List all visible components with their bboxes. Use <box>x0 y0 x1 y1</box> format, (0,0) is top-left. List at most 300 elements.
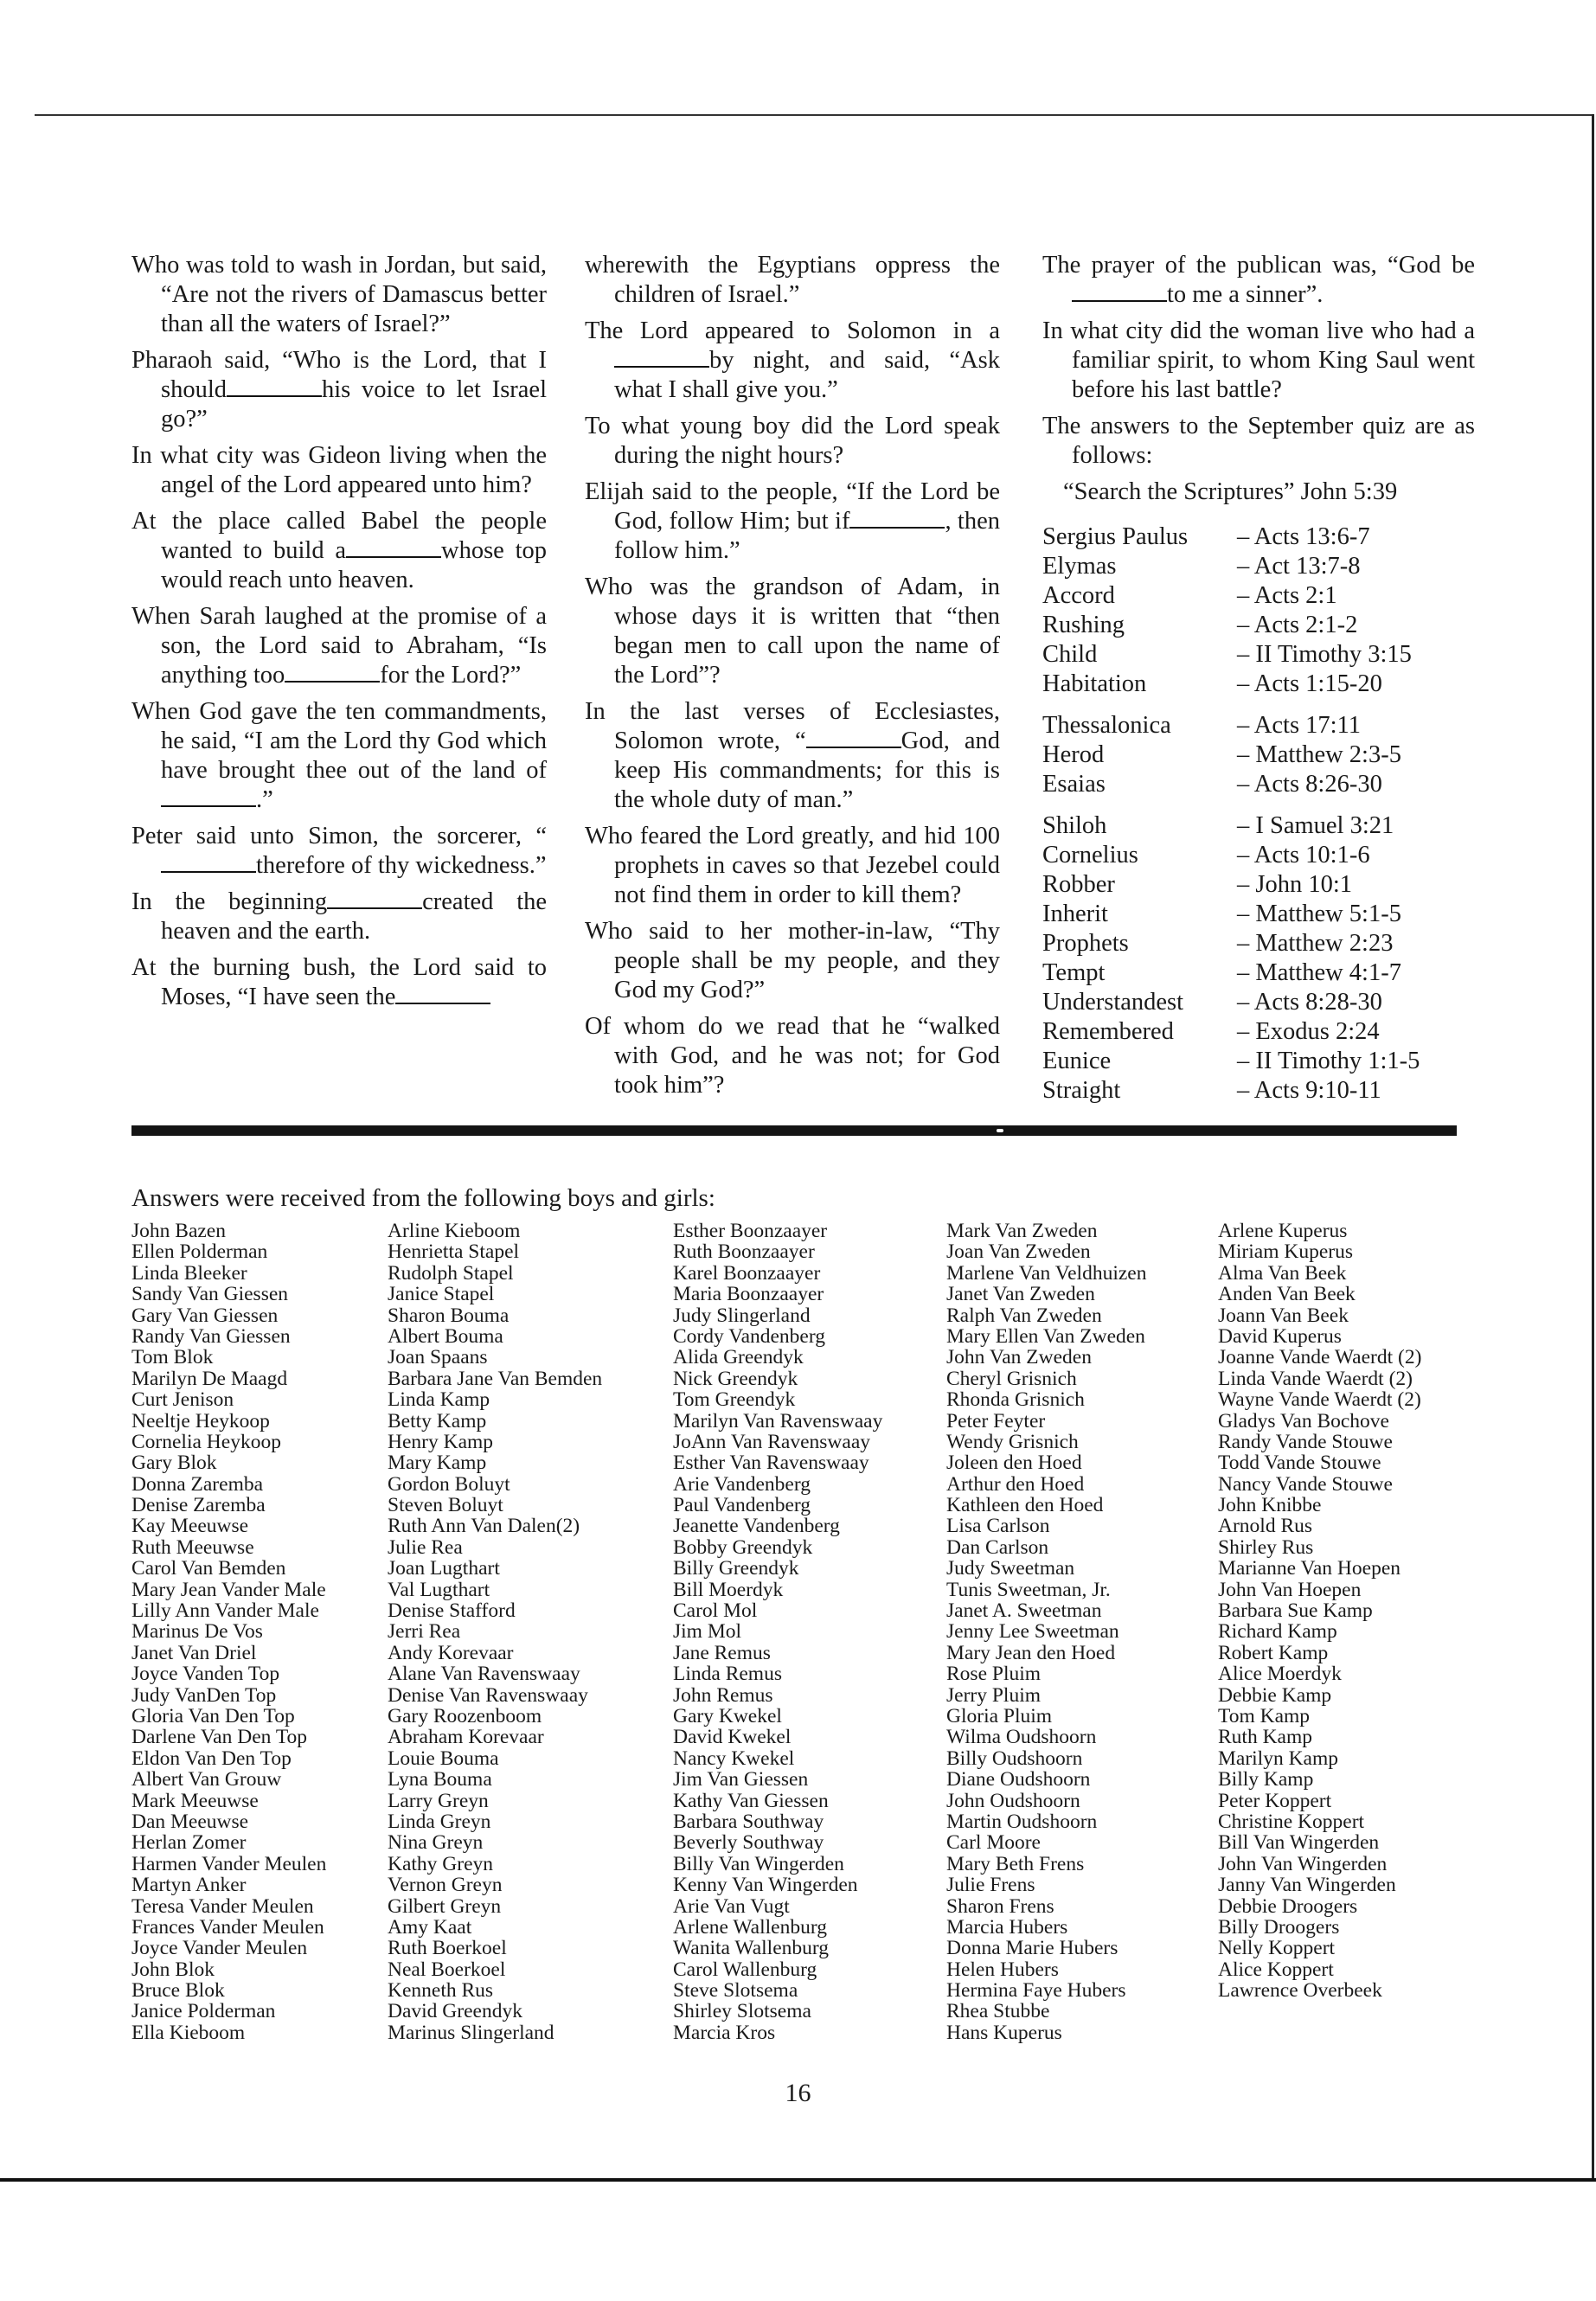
name-list-item: Cornelia Heykoop <box>131 1430 281 1453</box>
name-list-item: Arline Kieboom <box>388 1220 521 1242</box>
answer-reference: – Acts 13:6-7 <box>1237 523 1370 550</box>
name-list-item: Steve Slotsema <box>673 1979 798 2003</box>
name-list-item: Janice Stapel <box>388 1283 495 1306</box>
name-list-item: Teresa Vander Meulen <box>131 1894 314 1918</box>
name-list-item: Billy Kamp <box>1218 1768 1314 1791</box>
name-list-item: Julie Rea <box>388 1535 463 1559</box>
name-list-item: David Greendyk <box>388 2000 522 2023</box>
answer-word: Habitation <box>1042 670 1147 697</box>
answer-reference: – Act 13:7-8 <box>1237 553 1361 580</box>
answer-reference: – I Samuel 3:21 <box>1237 812 1394 839</box>
question-text: In the beginning <box>131 888 328 915</box>
name-list-item: Todd Vande Stouwe <box>1218 1452 1381 1475</box>
name-list-item: David Kuperus <box>1218 1324 1342 1348</box>
name-list-item: John Van Hoepen <box>1218 1578 1362 1601</box>
name-list-item: Curt Jenison <box>131 1388 234 1412</box>
name-list-item: Jerry Pluim <box>946 1683 1042 1707</box>
name-list-item: Rhea Stubbe <box>946 2000 1050 2023</box>
name-list-item: Bobby Greendyk <box>673 1535 813 1559</box>
name-list-item: Denise Van Ravenswaay <box>388 1683 588 1707</box>
names-column-3 <box>673 1221 882 2043</box>
name-list-item: John Oudshoorn <box>946 1789 1080 1812</box>
answer-row <box>1042 740 1420 770</box>
name-list-item: Julie Frens <box>946 1874 1035 1897</box>
name-list-item: Nancy Vande Stouwe <box>1218 1472 1393 1496</box>
name-list-item: Janet Van Driel <box>131 1641 257 1664</box>
quiz-question <box>131 251 547 339</box>
name-list-item: Lyna Bouma <box>388 1768 492 1791</box>
name-list-item: Kathy Greyn <box>388 1852 494 1875</box>
name-list-item: Linda Vande Waerdt (2) <box>1218 1367 1413 1390</box>
name-list-item: Lilly Ann Vander Male <box>131 1599 319 1623</box>
name-list-item: Andy Korevaar <box>388 1641 514 1664</box>
name-list-item: Janet Van Zweden <box>946 1283 1095 1306</box>
question-text: created the heaven and the earth. <box>161 888 548 945</box>
quiz-question <box>1042 251 1475 310</box>
question-text: by night, and said, “Ask what I shall give you.” <box>614 347 1000 403</box>
name-list-item: Joleen den Hoed <box>946 1452 1082 1475</box>
answer-reference: – Acts 8:28-30 <box>1237 989 1382 1016</box>
name-list-item: Marlene Van Veldhuizen <box>946 1261 1147 1285</box>
name-list-item: Helen Hubers <box>946 1958 1059 1981</box>
question-text: The Lord appeared to Solomon in a <box>585 317 1000 344</box>
received-heading: Answers were received from the following boys and girls: <box>131 1184 715 1212</box>
fill-in-blank <box>227 395 322 397</box>
answer-word: Inherit <box>1042 901 1108 927</box>
name-list-item: Beverly Southway <box>673 1831 824 1855</box>
name-list-item: Robert Kamp <box>1218 1641 1329 1664</box>
quiz-question <box>585 822 1000 910</box>
answer-row <box>1042 611 1420 640</box>
answer-row <box>1042 1076 1420 1106</box>
question-text: therefore of thy wickedness.” <box>256 852 547 879</box>
question-text: When God gave the ten commandments, he said, “I am the Lord thy God which have brought thee out of the land of <box>131 698 547 784</box>
name-list-item: Barbara Jane Van Bemden <box>388 1367 603 1390</box>
question-text: The prayer of the publican was, “God be <box>1042 252 1475 279</box>
answer-reference: – Acts 2:1-2 <box>1237 612 1358 638</box>
question-text: To what young boy did the Lord speak during the night hours? <box>585 413 1000 469</box>
top-rule <box>35 114 1592 116</box>
name-list-item: Herlan Zomer <box>131 1831 247 1855</box>
name-list-item: Mark Van Zweden <box>946 1220 1098 1242</box>
answer-word: Prophets <box>1042 930 1129 957</box>
name-list-item: Dan Meeuwse <box>131 1810 249 1833</box>
name-list-item: Jeanette Vandenberg <box>673 1515 840 1538</box>
name-list-item: Joan Lugthart <box>388 1557 500 1580</box>
question-text: In the last verses of Ecclesiastes, Solomon wrote, “ <box>585 698 1000 754</box>
name-list-item: Maria Boonzaayer <box>673 1283 824 1306</box>
name-list-item: Arie Van Vugt <box>673 1894 790 1918</box>
answer-row <box>1042 522 1420 552</box>
name-list-item: Ruth Boerkoel <box>388 1937 507 1960</box>
name-list-item: Neal Boerkoel <box>388 1958 506 1981</box>
names-column-5 <box>1218 1221 1421 2001</box>
name-list-item: Karel Boonzaayer <box>673 1261 821 1285</box>
name-list-item: Cordy Vandenberg <box>673 1324 826 1348</box>
quiz-column-1 <box>131 251 547 1019</box>
name-list-item: Steven Boluyt <box>388 1494 503 1517</box>
name-list-item: Rose Pluim <box>946 1663 1042 1686</box>
quiz-question <box>585 251 1000 310</box>
name-list-item: Jerri Rea <box>388 1620 461 1644</box>
answer-word: Robber <box>1042 871 1115 898</box>
name-list-item: Donna Marie Hubers <box>946 1937 1118 1960</box>
name-list-item: Hermina Faye Hubers <box>946 1979 1126 2003</box>
name-list-item: Gloria Pluim <box>946 1704 1053 1727</box>
name-list-item: Tom Blok <box>131 1346 214 1369</box>
name-list-item: Ralph Van Zweden <box>946 1304 1102 1327</box>
question-text: his voice to let Israel go?” <box>161 376 547 433</box>
question-text: Peter said unto Simon, the sorcerer, “ <box>131 823 547 849</box>
question-text: In what city did the woman live who had a familiar spirit, to whom King Saul went before his last battle? <box>1042 317 1475 403</box>
answer-word: Shiloh <box>1042 812 1107 839</box>
name-list-item: Janet A. Sweetman <box>946 1599 1102 1623</box>
quiz-question <box>585 412 1000 471</box>
quiz-question <box>131 346 547 434</box>
name-list-item: Randy Van Giessen <box>131 1324 291 1348</box>
name-list-item: Janice Polderman <box>131 2000 276 2023</box>
question-text: Pharaoh said, “Who is the Lord, that I should <box>131 347 547 403</box>
question-text: At the place called Babel the people wanted to build a <box>131 508 547 564</box>
answer-reference: – II Timothy 1:1-5 <box>1237 1048 1420 1074</box>
name-list-item: Ruth Kamp <box>1218 1726 1313 1749</box>
name-list-item: Gary Blok <box>131 1452 217 1475</box>
fill-in-blank <box>614 366 709 368</box>
name-list-item: Mary Beth Frens <box>946 1852 1085 1875</box>
name-list-item: Wendy Grisnich <box>946 1430 1079 1453</box>
name-list-item: Linda Remus <box>673 1663 782 1686</box>
quiz-question <box>131 888 547 946</box>
name-list-item: Joan Spaans <box>388 1346 488 1369</box>
name-list-item: Nancy Kwekel <box>673 1747 795 1770</box>
name-list-item: Jim Van Giessen <box>673 1768 809 1791</box>
name-list-item: Gloria Van Den Top <box>131 1704 295 1727</box>
name-list-item: Arlene Wallenburg <box>673 1915 828 1939</box>
name-list-item: Mark Meeuwse <box>131 1789 259 1812</box>
fill-in-blank <box>395 1003 490 1004</box>
quiz-column-2 <box>585 251 1000 1107</box>
name-list-item: Vernon Greyn <box>388 1874 503 1897</box>
quiz-question <box>1042 317 1475 405</box>
page-number: 16 <box>785 2079 811 2107</box>
name-list-item: Lisa Carlson <box>946 1515 1050 1538</box>
answer-word: Straight <box>1042 1077 1121 1104</box>
name-list-item: Jenny Lee Sweetman <box>946 1620 1119 1644</box>
name-list-item: Gary Van Giessen <box>131 1304 279 1327</box>
name-list-item: Denise Zaremba <box>131 1494 266 1517</box>
quiz-question <box>585 697 1000 815</box>
quiz-question <box>131 441 547 500</box>
answer-word: Herod <box>1042 741 1105 768</box>
name-list-item: Ruth Meeuwse <box>131 1535 254 1559</box>
name-list-item: John Van Zweden <box>946 1346 1092 1369</box>
name-list-item: Arnold Rus <box>1218 1515 1313 1538</box>
name-list-item: Joanne Vande Waerdt (2) <box>1218 1346 1422 1369</box>
name-list-item: Abraham Korevaar <box>388 1726 544 1749</box>
name-list-item: Ruth Boonzaayer <box>673 1240 815 1264</box>
question-text: whose top would reach unto heaven. <box>161 537 547 593</box>
name-list-item: Christine Koppert <box>1218 1810 1365 1833</box>
fill-in-blank <box>285 681 380 683</box>
name-list-item: Ellen Polderman <box>131 1240 268 1264</box>
name-list-item: Nelly Koppert <box>1218 1937 1336 1960</box>
quiz-question <box>131 697 547 815</box>
name-list-item: John Van Wingerden <box>1218 1852 1388 1875</box>
quiz-question <box>131 507 547 595</box>
name-list-item: Linda Bleeker <box>131 1261 247 1285</box>
name-list-item: Henry Kamp <box>388 1430 494 1453</box>
name-list-item: Neeltje Heykoop <box>131 1409 270 1433</box>
name-list-item: Kathy Van Giessen <box>673 1789 829 1812</box>
name-list-item: Marilyn De Maagd <box>131 1367 288 1390</box>
answer-word: Understandest <box>1042 989 1184 1016</box>
fill-in-blank <box>849 527 945 529</box>
name-list-item: Kathleen den Hoed <box>946 1494 1104 1517</box>
name-list-item: Alida Greendyk <box>673 1346 804 1369</box>
section-divider <box>131 1125 1457 1136</box>
name-list-item: Sandy Van Giessen <box>131 1283 289 1306</box>
name-list-item: Judy Slingerland <box>673 1304 811 1327</box>
fill-in-blank <box>346 556 441 558</box>
name-list-item: Rhonda Grisnich <box>946 1388 1085 1412</box>
answer-row <box>1042 811 1420 841</box>
question-text: At the burning bush, the Lord said to Moses, “I have seen the <box>131 954 547 1010</box>
name-list-item: Albert Bouma <box>388 1324 503 1348</box>
name-list-item: Gladys Van Bochove <box>1218 1409 1389 1433</box>
question-text: wherewith the Egyptians oppress the children of Israel.” <box>585 252 1000 308</box>
name-list-item: Donna Zaremba <box>131 1472 264 1496</box>
answer-row <box>1042 900 1420 929</box>
name-list-item: Judy Sweetman <box>946 1557 1075 1580</box>
name-list-item: Alma Van Beek <box>1218 1261 1347 1285</box>
answer-word: Tempt <box>1042 959 1106 986</box>
answer-reference: – Matthew 2:23 <box>1237 930 1394 957</box>
name-list-item: Linda Greyn <box>388 1810 491 1833</box>
name-list-item: Jim Mol <box>673 1620 742 1644</box>
name-list-item: Miriam Kuperus <box>1218 1240 1353 1264</box>
name-list-item: John Remus <box>673 1683 773 1707</box>
name-list-item: Carl Moore <box>946 1831 1041 1855</box>
question-text: Elijah said to the people, “If the Lord be God, follow Him; but if <box>585 478 1000 535</box>
answer-reference: – Acts 8:26-30 <box>1237 771 1382 798</box>
question-text: In what city was Gideon living when the angel of the Lord appeared unto him? <box>131 442 547 498</box>
name-list-item: Tom Kamp <box>1218 1704 1311 1727</box>
name-list-item: Shirley Slotsema <box>673 2000 811 2023</box>
name-list-item: Albert Van Grouw <box>131 1768 282 1791</box>
answer-row <box>1042 841 1420 870</box>
fill-in-blank <box>161 805 256 807</box>
name-list-item: Amy Kaat <box>388 1915 472 1939</box>
name-list-item: JoAnn Van Ravenswaay <box>673 1430 871 1453</box>
answer-reference: – Matthew 4:1-7 <box>1237 959 1401 986</box>
name-list-item: Marinus De Vos <box>131 1620 263 1644</box>
name-list-item: Janny Van Wingerden <box>1218 1874 1396 1897</box>
name-list-item: Hans Kuperus <box>946 2021 1062 2044</box>
name-list-item: Nina Greyn <box>388 1831 484 1855</box>
name-list-item: Esther Boonzaayer <box>673 1220 828 1242</box>
name-list-item: Larry Greyn <box>388 1789 489 1812</box>
fill-in-blank <box>161 871 256 873</box>
name-list-item: Kenneth Rus <box>388 1979 494 2003</box>
right-edge <box>1592 114 1594 2180</box>
name-list-item: Bill Moerdyk <box>673 1578 784 1601</box>
name-list-item: Arie Vandenberg <box>673 1472 811 1496</box>
name-list-item: Marcia Hubers <box>946 1915 1068 1939</box>
name-list-item: Kenny Van Wingerden <box>673 1874 858 1897</box>
answer-word: Rushing <box>1042 612 1125 638</box>
name-list-item: Tom Greendyk <box>673 1388 796 1412</box>
names-column-1 <box>131 1221 326 2043</box>
names-column-4 <box>946 1221 1146 2043</box>
bottom-rule <box>0 2178 1596 2182</box>
question-text: Who was the grandson of Adam, in whose days it is written that “then began men to call upon the name of the Lord”? <box>585 574 1000 689</box>
name-list-item: Nick Greendyk <box>673 1367 798 1390</box>
name-list-item: Mary Ellen Van Zweden <box>946 1324 1145 1348</box>
name-list-item: Denise Stafford <box>388 1599 516 1623</box>
answer-word: Esaias <box>1042 771 1106 798</box>
name-list-item: Gary Kwekel <box>673 1704 782 1727</box>
answer-row <box>1042 711 1420 740</box>
quiz-question <box>131 602 547 690</box>
name-list-item: Gordon Boluyt <box>388 1472 510 1496</box>
name-list-item: Barbara Sue Kamp <box>1218 1599 1373 1623</box>
answer-row <box>1042 988 1420 1017</box>
answer-reference: – Acts 2:1 <box>1237 582 1337 609</box>
name-list-item: Louie Bouma <box>388 1747 499 1770</box>
answer-word: Child <box>1042 641 1098 668</box>
question-text: Who feared the Lord greatly, and hid 100 prophets in caves so that Jezebel could not find them in order to kill them? <box>585 823 1000 908</box>
name-list-item: John Knibbe <box>1218 1494 1322 1517</box>
quiz-question <box>585 573 1000 690</box>
name-list-item: Shirley Rus <box>1218 1535 1314 1559</box>
name-list-item: Henrietta Stapel <box>388 1240 520 1264</box>
name-list-item: Rudolph Stapel <box>388 1261 514 1285</box>
answer-word: Sergius Paulus <box>1042 523 1189 550</box>
answer-word: Cornelius <box>1042 842 1138 868</box>
answer-word: Elymas <box>1042 553 1117 580</box>
question-text: Who said to her mother-in-law, “Thy people shall be my people, and they God my God?” <box>585 918 1000 1003</box>
name-list-item: David Kwekel <box>673 1726 792 1749</box>
answer-row <box>1042 1017 1420 1047</box>
quiz-question <box>131 822 547 881</box>
name-list-item: Mary Jean den Hoed <box>946 1641 1116 1664</box>
answer-row <box>1042 670 1420 699</box>
question-text: When Sarah laughed at the promise of a son, the Lord said to Abraham, “Is anything too <box>131 603 547 689</box>
fill-in-blank <box>327 907 422 909</box>
answer-row <box>1042 770 1420 799</box>
name-list-item: Esther Van Ravenswaay <box>673 1452 869 1475</box>
answer-reference: – Acts 10:1-6 <box>1237 842 1370 868</box>
name-list-item: Barbara Southway <box>673 1810 824 1833</box>
answer-reference: – Acts 17:11 <box>1237 712 1362 739</box>
answers-heading: The answers to the September quiz are as follows: <box>1042 413 1475 469</box>
answer-reference: – II Timothy 3:15 <box>1237 641 1412 668</box>
name-list-item: Bruce Blok <box>131 1979 225 2003</box>
name-list-item: Gilbert Greyn <box>388 1894 502 1918</box>
name-list-item: Billy Van Wingerden <box>673 1852 844 1875</box>
quiz-question <box>585 917 1000 1005</box>
question-text: Of whom do we read that he “walked with God, and he was not; for God took him”? <box>585 1013 1000 1099</box>
answer-word: Thessalonica <box>1042 712 1171 739</box>
name-list-item: Billy Greendyk <box>673 1557 799 1580</box>
question-text: for the Lord?” <box>380 662 522 689</box>
name-list-item: Debbie Droogers <box>1218 1894 1358 1918</box>
answer-reference: – Acts 9:10-11 <box>1237 1077 1381 1104</box>
name-list-item: Marilyn Kamp <box>1218 1747 1339 1770</box>
answer-word: Eunice <box>1042 1048 1112 1074</box>
name-list-item: Mary Jean Vander Male <box>131 1578 326 1601</box>
name-list-item: Eldon Van Den Top <box>131 1747 292 1770</box>
name-list-item: Alane Van Ravenswaay <box>388 1663 580 1686</box>
fill-in-blank <box>806 747 901 748</box>
question-text: to me a sinner”. <box>1167 281 1324 308</box>
name-list-item: Dan Carlson <box>946 1535 1049 1559</box>
name-list-item: Peter Feyter <box>946 1409 1046 1433</box>
answer-row <box>1042 958 1420 988</box>
name-list-item: Billy Oudshoorn <box>946 1747 1083 1770</box>
answer-row <box>1042 640 1420 670</box>
name-list-item: Martyn Anker <box>131 1874 247 1897</box>
answer-reference: – Matthew 5:1-5 <box>1237 901 1401 927</box>
name-list-item: Lawrence Overbeek <box>1218 1979 1382 2003</box>
answer-reference: – Acts 1:15-20 <box>1237 670 1382 697</box>
names-column-2 <box>388 1221 602 2043</box>
fill-in-blank <box>1072 300 1167 302</box>
name-list-item: Wanita Wallenburg <box>673 1937 830 1960</box>
name-list-item: Jane Remus <box>673 1641 771 1664</box>
name-list-item: Billy Droogers <box>1218 1915 1340 1939</box>
name-list-item: Frances Vander Meulen <box>131 1915 324 1939</box>
question-text: .” <box>256 786 273 813</box>
answer-word: Accord <box>1042 582 1115 609</box>
name-list-item: Martin Oudshoorn <box>946 1810 1098 1833</box>
name-list-item: Peter Koppert <box>1218 1789 1332 1812</box>
name-list-item: Ruth Ann Van Dalen(2) <box>388 1515 580 1538</box>
quiz-question <box>585 1012 1000 1100</box>
name-list-item: John Blok <box>131 1958 215 1981</box>
name-list-item: Marianne Van Hoepen <box>1218 1557 1401 1580</box>
name-list-item: Marcia Kros <box>673 2021 776 2044</box>
name-list-item: Cheryl Grisnich <box>946 1367 1077 1390</box>
name-list-item: Diane Oudshoorn <box>946 1768 1091 1791</box>
answer-row <box>1042 1047 1420 1076</box>
name-list-item: Mary Kamp <box>388 1452 487 1475</box>
name-list-item: Joyce Vanden Top <box>131 1663 280 1686</box>
quiz-question <box>585 478 1000 566</box>
name-list-item: Sharon Bouma <box>388 1304 510 1327</box>
quiz-column-3 <box>1042 251 1475 1106</box>
name-list-item: Tunis Sweetman, Jr. <box>946 1578 1111 1601</box>
name-list-item: Gary Roozenboom <box>388 1704 542 1727</box>
name-list-item: Anden Van Beek <box>1218 1283 1356 1306</box>
answer-row <box>1042 581 1420 611</box>
name-list-item: Arthur den Hoed <box>946 1472 1085 1496</box>
name-list-item: Val Lugthart <box>388 1578 490 1601</box>
name-list-item: Harmen Vander Meulen <box>131 1852 327 1875</box>
name-list-item: Marinus Slingerland <box>388 2021 554 2044</box>
question-text: , then follow him.” <box>614 508 1000 564</box>
name-list-item: Alice Moerdyk <box>1218 1663 1342 1686</box>
question-text: Who was told to wash in Jordan, but said, “Are not the rivers of Damascus better than all the waters of Israel?” <box>131 252 547 337</box>
name-list-item: Bill Van Wingerden <box>1218 1831 1380 1855</box>
name-list-item: Betty Kamp <box>388 1409 487 1433</box>
answer-word: Remembered <box>1042 1018 1174 1045</box>
name-list-item: Randy Vande Stouwe <box>1218 1430 1393 1453</box>
name-list-item: Joan Van Zweden <box>946 1240 1091 1264</box>
name-list-item: Sharon Frens <box>946 1894 1054 1918</box>
name-list-item: Joyce Vander Meulen <box>131 1937 308 1960</box>
answer-reference: – Exodus 2:24 <box>1237 1018 1380 1045</box>
